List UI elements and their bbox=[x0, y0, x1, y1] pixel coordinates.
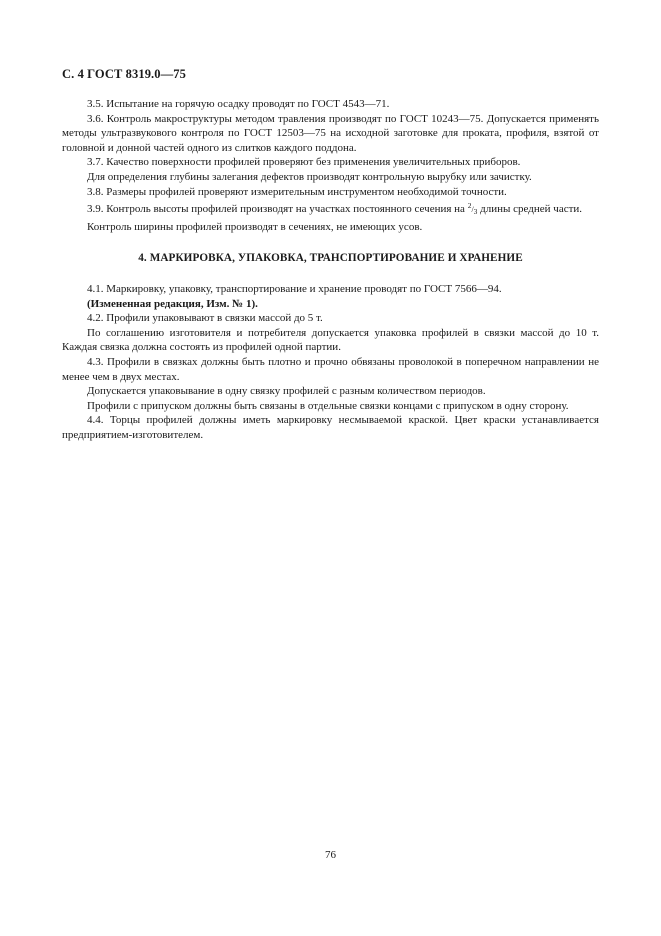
paragraph-defect-depth: Для определения глубины залегания дефектов производят контрольную вырубку или зачистку. bbox=[87, 170, 532, 183]
fraction: $^2/_3$ bbox=[467, 201, 478, 217]
paragraph-3-8: 3.8. Размеры профилей проверяют измерительным инструментом необходимой точности. bbox=[87, 185, 507, 198]
page-number: 76 bbox=[325, 849, 336, 861]
fraction-denominator: 3 bbox=[473, 207, 478, 217]
document-body bbox=[62, 97, 599, 442]
paragraph-4-1: 4.1. Маркировку, упаковку, транспортирование и хранение проводят по ГОСТ 7566—94. bbox=[87, 282, 502, 295]
paragraph-3-7: 3.7. Качество поверхности профилей проверяют без применения увеличительных приборов. bbox=[87, 156, 521, 169]
fraction-numerator: 2 bbox=[467, 201, 472, 211]
paragraph-bundle-agreement: По соглашению изготовителя и потребителя допускается упаковка профилей в связки массой до 10 т. Каждая связка должна состоять из профилей одной партии. bbox=[62, 326, 599, 354]
paragraph-4-4: 4.4. Торцы профилей должны иметь маркировку несмываемой краской. Цвет краски устанавливается предприятием-изготовителем. bbox=[62, 414, 599, 441]
paragraph-4-2: 4.2. Профили упаковывают в связки массой до 5 т. bbox=[87, 312, 323, 325]
paragraph-width-control: Контроль ширины профилей производят в сечениях, не имеющих усов. bbox=[87, 220, 423, 233]
paragraph-3-9 bbox=[62, 199, 599, 220]
paragraph-3-6: 3.6. Контроль макроструктуры методом травления производят по ГОСТ 10243—75. Допускается применять методы ультразвукового контроля по ГОСТ 12503—75 на исходной заготовке для проката, профиля, взятой от головной и донной частей одного из слитков каждого поддона. bbox=[62, 112, 599, 154]
paragraph-4-3: 4.3. Профили в связках должны быть плотно и прочно обвязаны проволокой в поперечном направлении не менее чем в двух местах. bbox=[62, 355, 599, 383]
section-4-title: 4. МАРКИРОВКА, УПАКОВКА, ТРАНСПОРТИРОВАНИЕ И ХРАНЕНИЕ bbox=[138, 252, 523, 265]
paragraph-3-9-text-before: 3.9. Контроль высоты профилей производят на участках постоянного сечения на bbox=[87, 203, 468, 216]
paragraph-bundle-periods: Допускается упаковывание в одну связку профилей с разным количеством периодов. bbox=[87, 385, 486, 398]
paragraph-3-9-text-after: длины средней части. bbox=[477, 203, 583, 216]
amendment-note: (Измененная редакция, Изм. № 1). bbox=[87, 297, 258, 310]
paragraph-allowance-bundles: Профили с припуском должны быть связаны в отдельные связки концами с припуском в одну сторону. bbox=[87, 399, 569, 412]
page-header: С. 4 ГОСТ 8319.0—75 bbox=[62, 67, 186, 81]
paragraph-3-5: 3.5. Испытание на горячую осадку проводят по ГОСТ 4543—71. bbox=[87, 98, 390, 110]
